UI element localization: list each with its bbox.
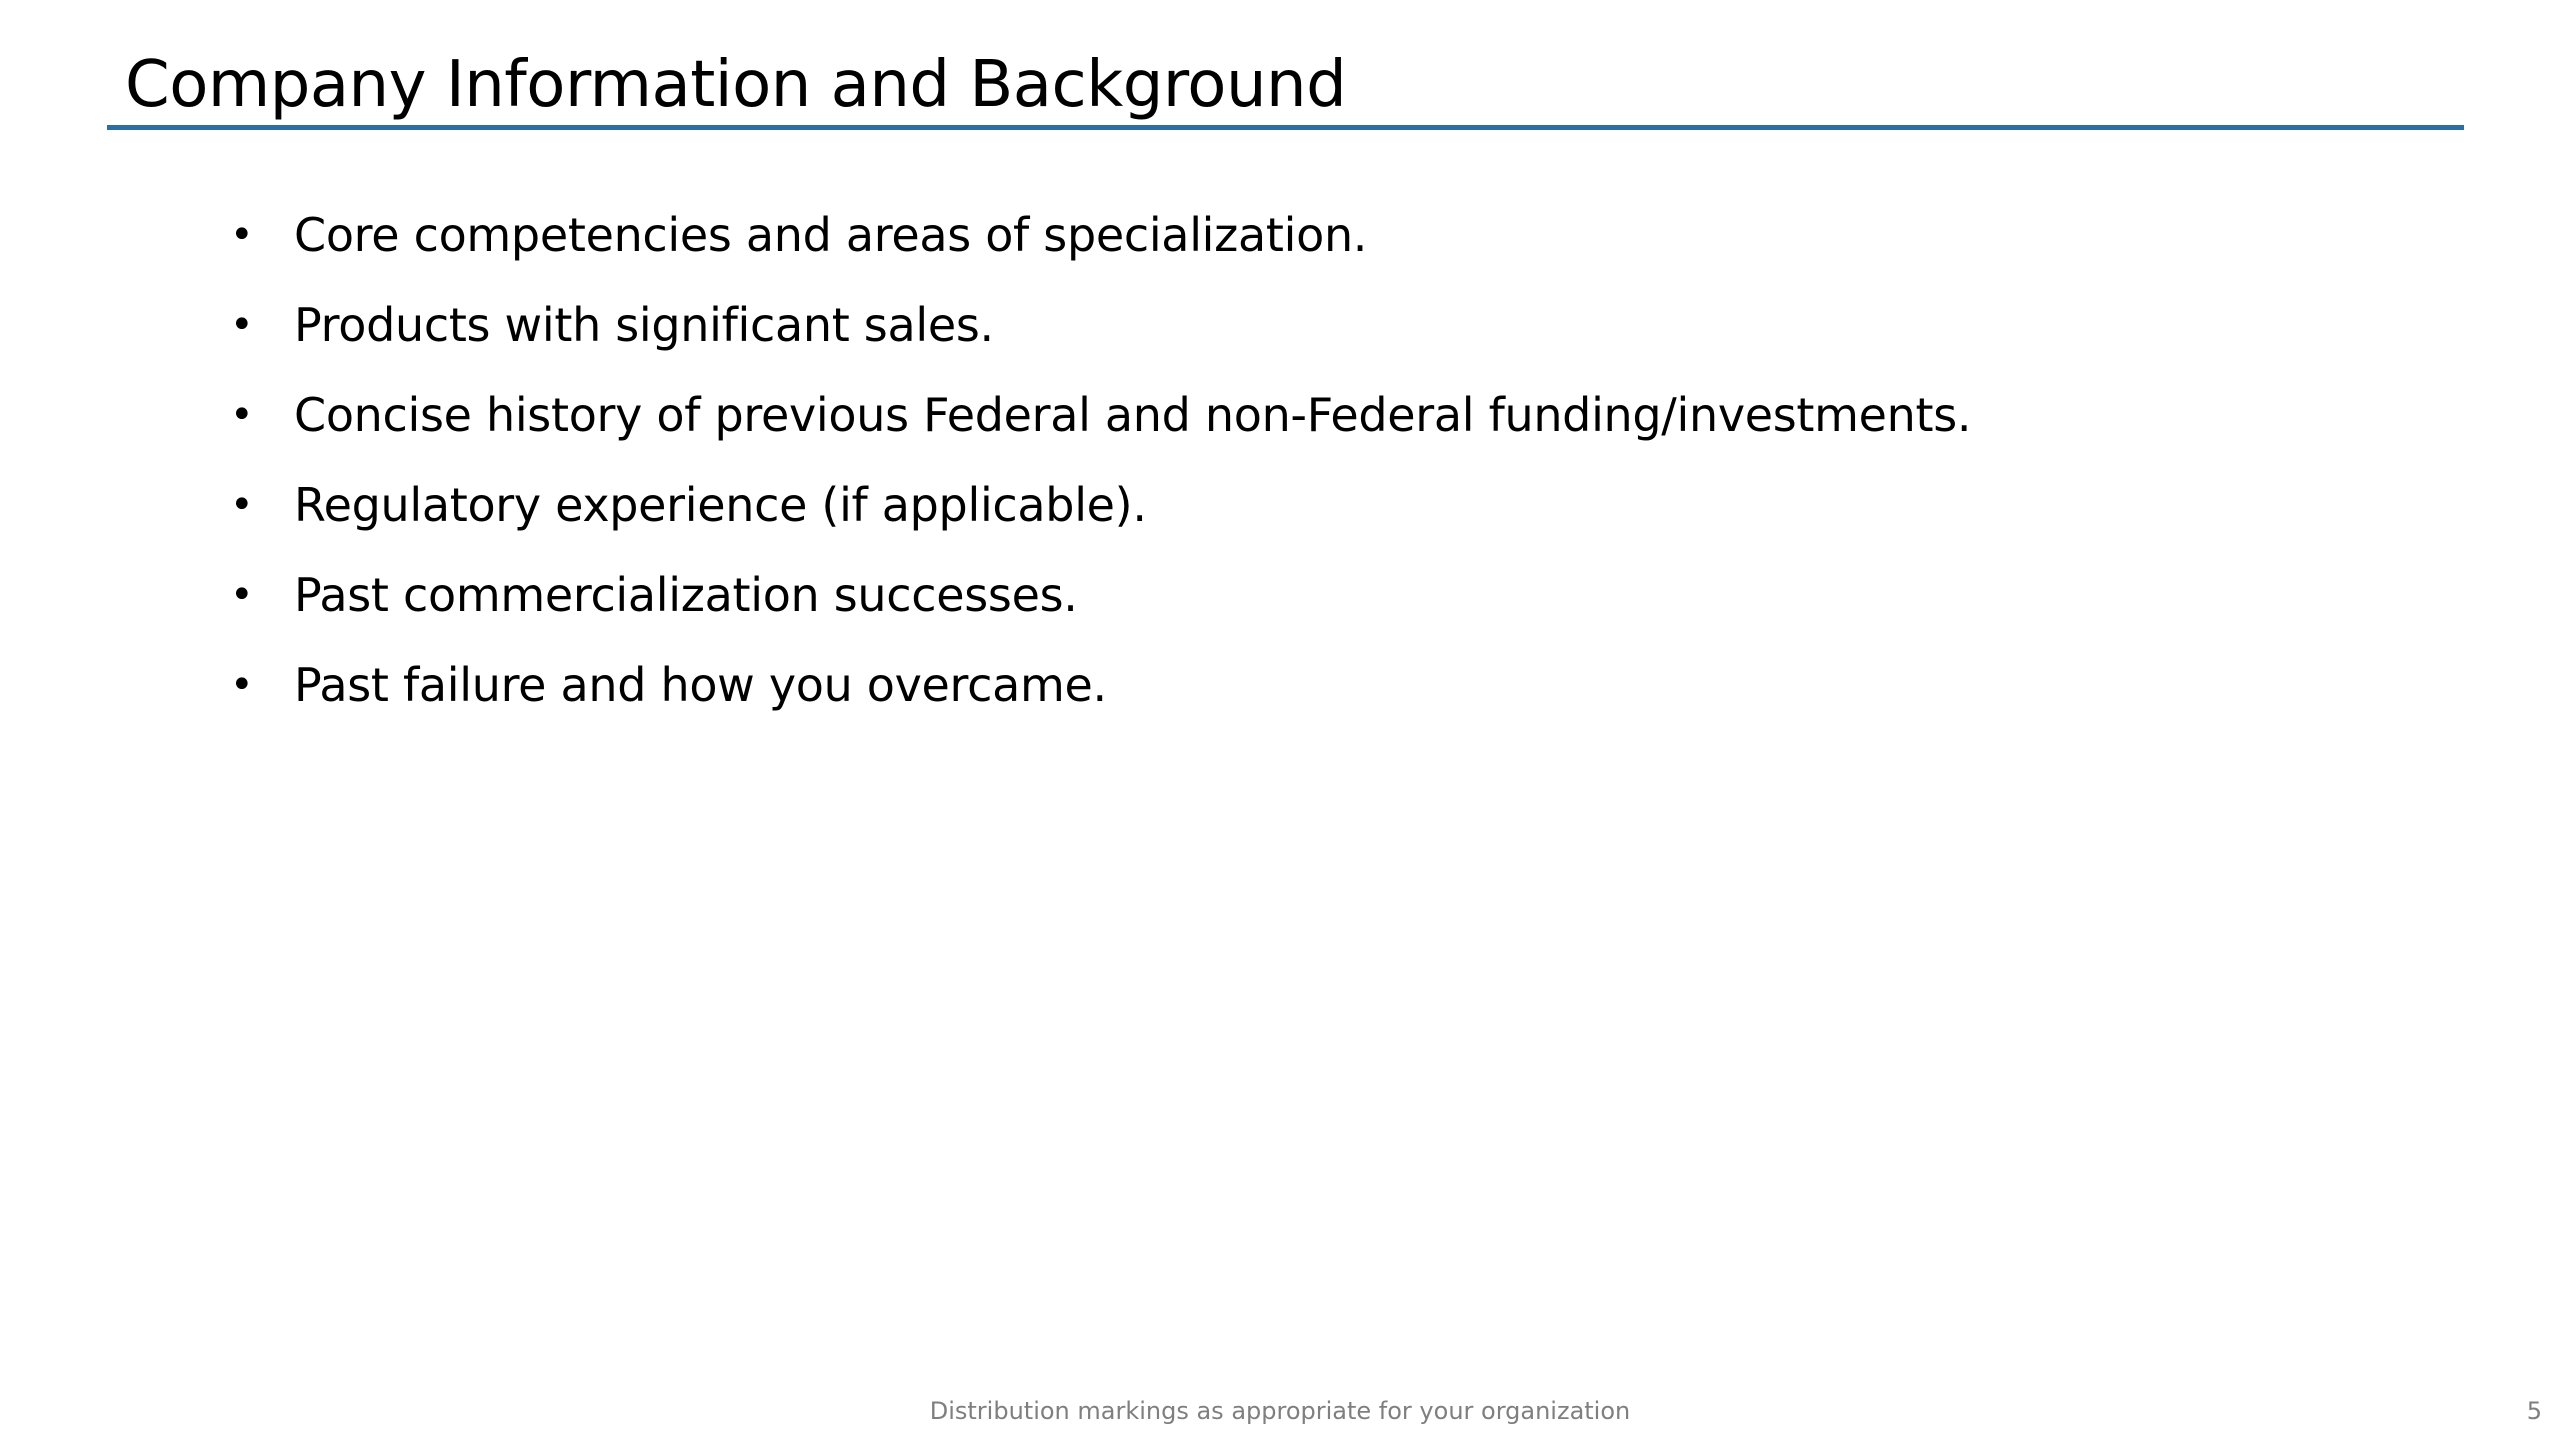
bullet-icon: •: [230, 392, 254, 438]
page-number: 5: [2526, 1397, 2542, 1425]
bullet-text: Past commercialization successes.: [294, 568, 1078, 622]
bullet-text: Past failure and how you overcame.: [294, 658, 1107, 712]
bullet-list: [230, 190, 1971, 730]
bullet-text: Regulatory experience (if applicable).: [294, 478, 1147, 532]
bullet-icon: •: [230, 302, 254, 348]
bullet-text: Products with significant sales.: [294, 298, 994, 352]
slide-title: Company Information and Background: [125, 48, 1347, 122]
list-item: [230, 280, 1971, 370]
bullet-icon: •: [230, 572, 254, 618]
list-item: [230, 460, 1971, 550]
footer-distribution-marking: Distribution markings as appropriate for your organization: [929, 1397, 1631, 1425]
bullet-icon: •: [230, 212, 254, 258]
list-item: [230, 550, 1971, 640]
bullet-text: Concise history of previous Federal and non-Federal funding/investments.: [294, 388, 1972, 442]
bullet-icon: •: [230, 482, 254, 528]
list-item: [230, 640, 1971, 730]
title-underline: [107, 125, 2464, 130]
list-item: [230, 190, 1971, 280]
list-item: [230, 370, 1971, 460]
bullet-icon: •: [230, 662, 254, 708]
bullet-text: Core competencies and areas of specialization.: [294, 208, 1368, 262]
